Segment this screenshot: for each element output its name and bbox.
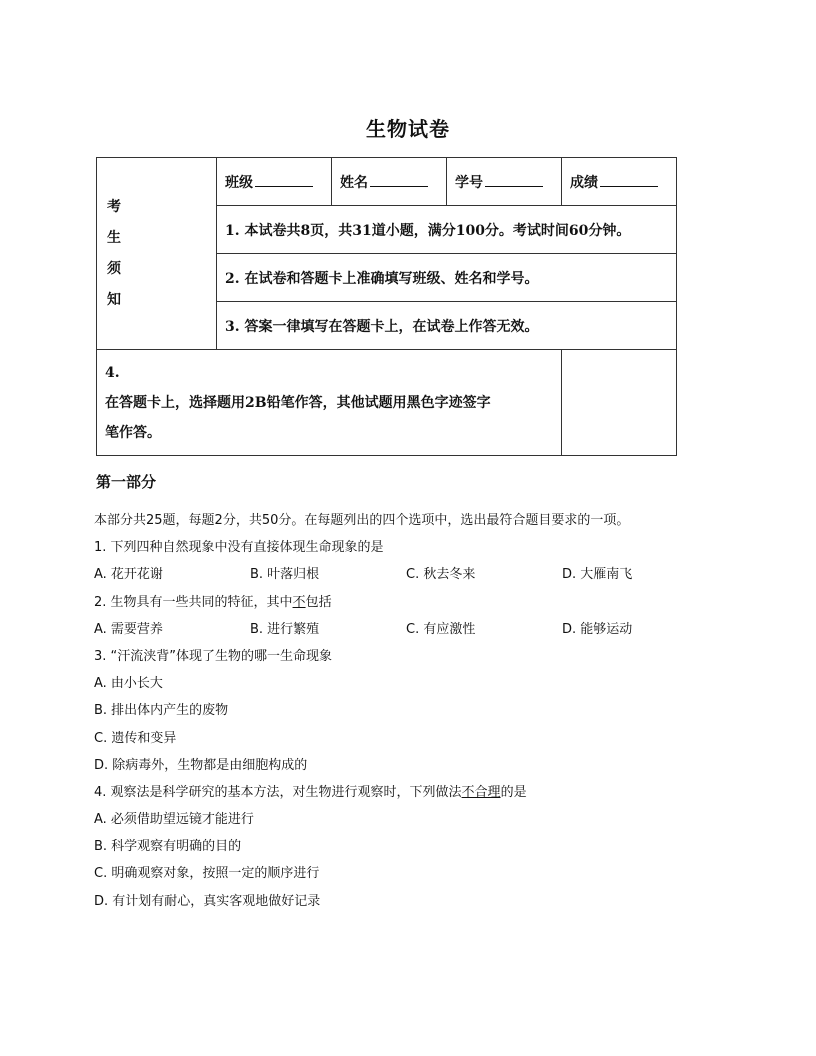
question-1-stem: 1. 下列四种自然现象中没有直接体现生命现象的是 [94, 540, 384, 556]
class-field[interactable]: 班级 [217, 158, 332, 206]
rule-1: 1. 本试卷共8页，共31道小题，满分100分。考试时间60分钟。 [217, 206, 677, 254]
option-a[interactable]: A. 由小长大 [94, 676, 163, 692]
option-b[interactable]: B. 科学观察有明确的目的 [94, 839, 242, 855]
class-blank[interactable] [255, 174, 313, 187]
question-4-stem: 4. 观察法是科学研究的基本方法，对生物进行观察时，下列做法不合理的是 [94, 784, 527, 800]
option-a[interactable]: A. 花开花谢 [94, 567, 163, 583]
option-c[interactable]: C. 有应激性 [406, 621, 476, 637]
option-a[interactable]: A. 必须借助望远镜才能进行 [94, 812, 254, 828]
notice-label: 考 生 须 知 [97, 158, 217, 350]
rule-3: 3. 答案一律填写在答题卡上，在试卷上作答无效。 [217, 302, 677, 350]
question-2-stem: 2. 生物具有一些共同的特征，其中不包括 [94, 594, 332, 610]
section-intro: 本部分共25题，每题2分，共50分。在每题列出的四个选项中，选出最符合题目要求的一项。 [94, 513, 630, 528]
option-d[interactable]: D. 除病毒外，生物都是由细胞构成的 [94, 757, 308, 773]
rule-4: 4. 在答题卡上，选择题用2B铅笔作答，其他试题用黑色字迹签字 笔作答。 [97, 350, 562, 456]
empty-cell [562, 350, 677, 456]
option-d[interactable]: D. 大雁南飞 [562, 567, 633, 583]
section-title: 第一部分 [96, 473, 157, 491]
emphasis-text: 不合理 [461, 784, 501, 800]
exam-title: 生物试卷 [366, 117, 450, 141]
option-a[interactable]: A. 需要营养 [94, 621, 163, 637]
question-2-options [94, 616, 734, 643]
questions-area [94, 507, 734, 915]
score-field[interactable]: 成绩 [562, 158, 677, 206]
name-blank[interactable] [370, 174, 428, 187]
option-c[interactable]: C. 遗传和变异 [94, 730, 177, 746]
question-1-options [94, 561, 734, 588]
option-b[interactable]: B. 进行繁殖 [250, 621, 320, 637]
name-field[interactable]: 姓名 [332, 158, 447, 206]
emphasis-text: 不 [292, 594, 306, 610]
question-3-stem: 3. “汗流浃背”体现了生物的哪一生命现象 [94, 648, 333, 664]
student-id-blank[interactable] [485, 174, 543, 187]
student-id-field[interactable]: 学号 [447, 158, 562, 206]
option-b[interactable]: B. 叶落归根 [250, 567, 320, 583]
option-d[interactable]: D. 有计划有耐心，真实客观地做好记录 [94, 893, 321, 909]
exam-info-table [96, 157, 677, 456]
rule-2: 2. 在试卷和答题卡上准确填写班级、姓名和学号。 [217, 254, 677, 302]
option-b[interactable]: B. 排出体内产生的废物 [94, 703, 229, 719]
score-blank[interactable] [600, 174, 658, 187]
option-c[interactable]: C. 明确观察对象，按照一定的顺序进行 [94, 866, 320, 882]
option-d[interactable]: D. 能够运动 [562, 621, 633, 637]
option-c[interactable]: C. 秋去冬来 [406, 567, 476, 583]
